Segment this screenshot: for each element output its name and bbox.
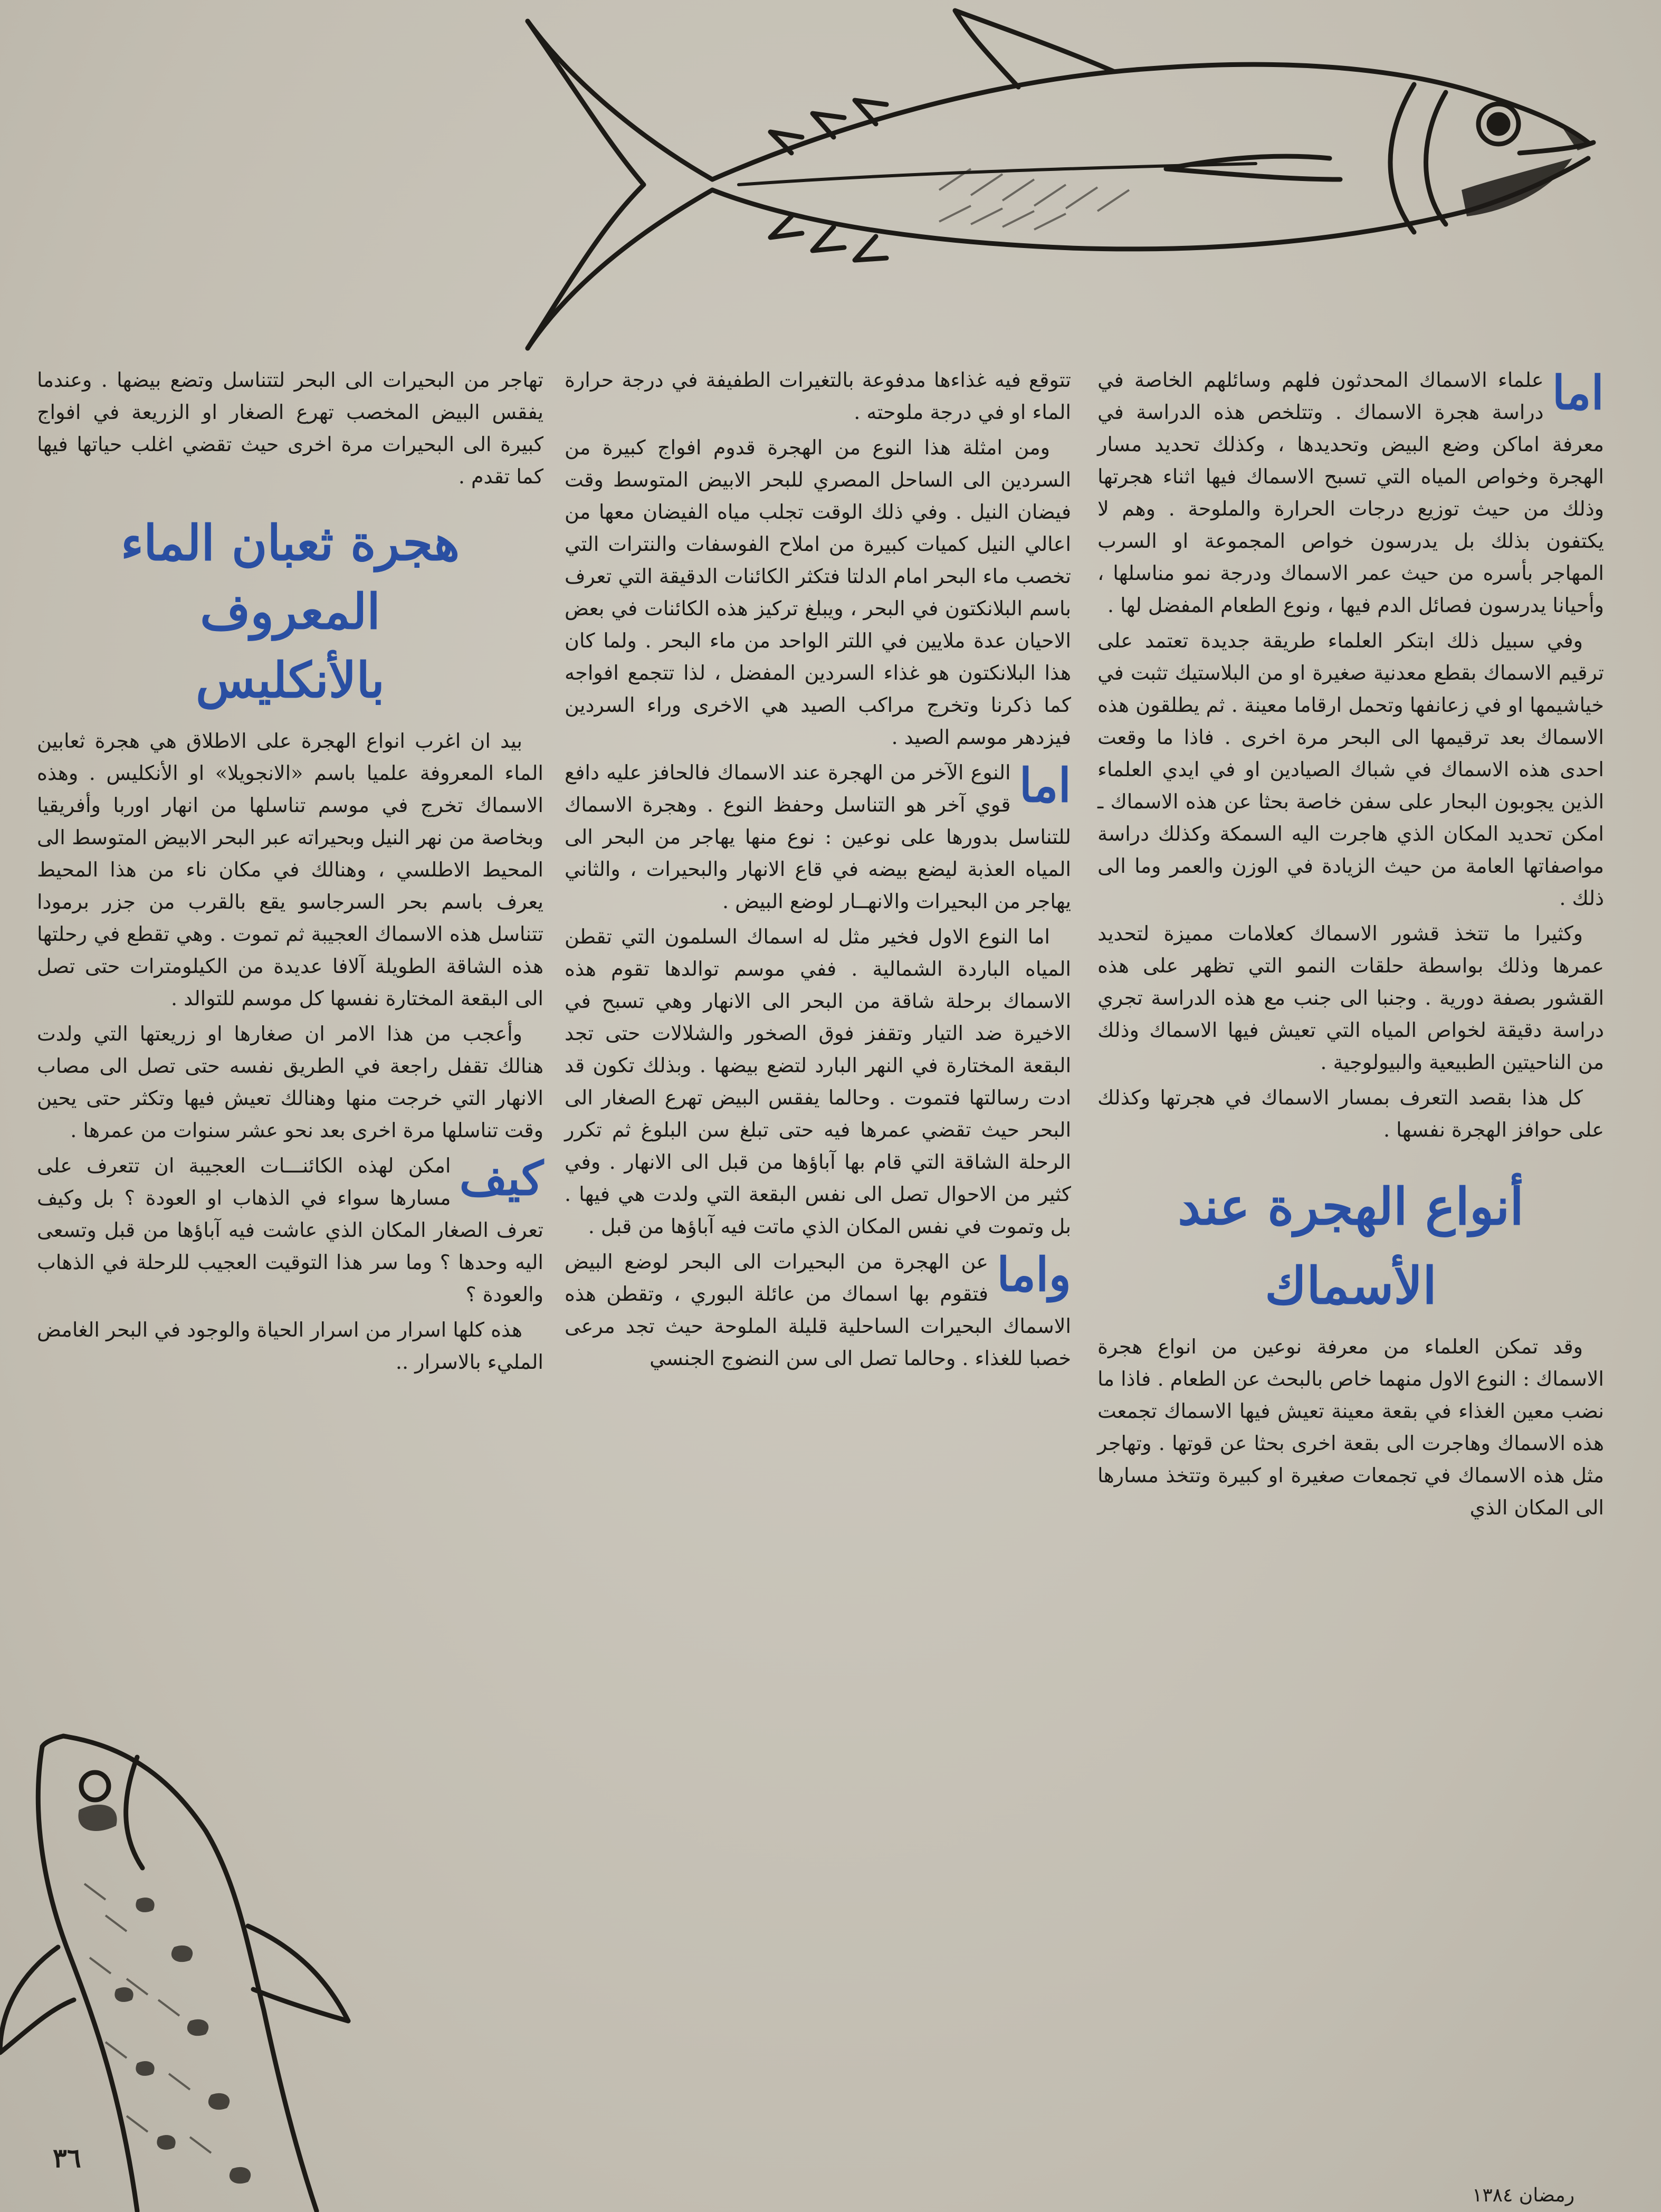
section-heading: أنواع الهجرة عند الأسماك xyxy=(1178,1177,1524,1315)
paragraph: تتوقع فيه غذاءها مدفوعة بالتغيرات الطفيفة في درجة حرارة الماء او في درجة ملوحته . xyxy=(565,368,1071,424)
section-heading-line-2: بالأنكليس xyxy=(195,652,385,709)
paragraph: كل هذا بقصد التعرف بمسار الاسماك في هجرتها وكذلك على حوافز الهجرة نفسها . xyxy=(1097,1086,1604,1141)
paragraph: بيد ان اغرب انواع الهجرة على الاطلاق هي هجرة ثعابين الماء المعروفة علميا باسم «الانجويلا» او الأنكليس . وهذه الاسماك تخرج في موسم تناسلها من انهار اوربا وأفريقيا وبخاصة من نهر النيل وبحيراته عبر البحر الابيض المتوسط الى المحيط الاطلسي ، وهنالك في مكان ناء من هذا المحيط يعرف باسم بحر السرجاسو يقع بالقرب من جزر برمودا تتناسل هذه الاسماك العجيبة ثم تموت . وهي تقطع في رحلتها هذه الشاقة الطويلة آلافا عديدة من الكيلومترات حتى تصل الى البقعة المختارة نفسها كل موسم للتوالد . xyxy=(37,729,543,1010)
paragraph: النوع الآخر من الهجرة عند الاسماك فالحافز عليه دافع قوي آخر هو التناسل وحفظ النوع . وهجرة الاسماك للتناسل بدورها على نوعين : نوع منها يهاجر من البحر الى المياه العذبة ليضع بيضه في قاع الانهار والبحيرات ، والثاني يهاجر من البحيرات والانهــار لوضع البيض . xyxy=(565,761,1071,913)
paragraph: وكثيرا ما تتخذ قشور الاسماك كعلامات مميزة لتحديد عمرها وذلك بواسطة حلقات النمو التي تظهر على هذه القشور بصفة دورية . وجنبا الى جنب مع هذه الدراسة تجري دراسة دقيقة لخواص المياه التي تعيش فيها الاسماك وذلك من الناحيتين الطبيعية والبيولوجية . xyxy=(1097,922,1604,1074)
paragraph: اما النوع الاول فخير مثل له اسماك السلمون التي تقطن المياه الباردة الشمالية . ففي موسم توالدها تقوم هذه الاسماك برحلة شاقة من البحر الى الانهار وهي تسبح في الاخيرة ضد التيار وتقفز فوق الصخور والشلالات حتى تجد البقعة المختارة في النهر البارد لتضع بيضها . وبذلك تكون قد ادت رسالتها فتموت . وحالما يفقس البيض تهرع الصغار الى البحر حيث تقضي عمرها فيه حتى تبلغ سن البلوغ ثم تكرر الرحلة الشاقة التي قام بها آباؤها من قبل الى الانهار . وفي كثير من الاحوال تصل الى نفس البقعة التي ولدت هي فيها . بل وتموت في نفس المكان الذي ماتت فيه آباؤها من قبل . xyxy=(565,925,1071,1238)
paragraph: تهاجر من البحيرات الى البحر لتتناسل وتضع بيضها . وعندما يفقس البيض المخصب تهرع الصغار او الزريعة في افواج كبيرة الى البحيرات مرة اخرى حيث تقضي اغلب حياتها فيها كما تقدم . xyxy=(37,368,543,488)
paragraph: وأعجب من هذا الامر ان صغارها او زريعتها التي ولدت هنالك تقفل راجعة في الطريق نفسه حتى تصل الى مصاب الانهار التي خرجت منها وهنالك تعيش فيها وتكثر حتى يحين وقت تناسلها مرة اخرى بعد نحو عشر سنوات من عمرها . xyxy=(37,1022,543,1142)
paragraph: هذه كلها اسرار من اسرار الحياة والوجود في البحر الغامض المليء بالاسرار .. xyxy=(37,1318,543,1374)
article-column-right xyxy=(1097,364,1604,1527)
article-column-left xyxy=(37,364,543,1381)
paragraph: عن الهجرة من البحيرات الى البحر لوضع البيض فتقوم بها اسماك من عائلة البوري ، وتقطن هذه الاسماك البحيرات الساحلية قليلة الملوحة حيث تجد مرعى خصبا للغذاء . وحالما تصل الى سن النضوج الجنسي xyxy=(565,1250,1071,1370)
drop-initial: اما xyxy=(1552,365,1604,420)
article-column-middle xyxy=(565,364,1071,1378)
leaping-fish-illustration xyxy=(0,1725,380,2212)
drop-initial: كيف xyxy=(459,1151,543,1206)
paragraph: وقد تمكن العلماء من معرفة نوعين من انواع هجرة الاسماك : النوع الاول منهما خاص بالبحث عن الطعام . فاذا ما نضب معين الغذاء في بقعة معينة تعيش فيها الاسماك تجمعت هذه الاسماك وهاجرت الى بقعة اخرى بحثا عن قوتها . وتهاجر مثل هذه الاسماك في تجمعات صغيرة او كبيرة وتتخذ مسارها الى المكان الذي xyxy=(1097,1335,1604,1519)
drop-initial: اما xyxy=(1019,758,1071,813)
paragraph: علماء الاسماك المحدثون فلهم وسائلهم الخاصة في دراسة هجرة الاسماك . وتتلخص هذه الدراسة في معرفة اماكن وضع البيض وتحديدها ، وكذلك تحديد مسار الهجرة وخواص المياه التي تسبح الاسماك فيها اثناء هجرتها وذلك من حيث توزيع درجات الحرارة والملوحة . وهم لا يكتفون بذلك بل يدرسون خواص المجموعة او السرب المهاجر بأسره من حيث عمر الاسماك ودرجة نمو مناسلها ، وأحيانا يدرسون فصائل الدم فيها ، ونوع الطعام المفضل لها . xyxy=(1097,368,1604,617)
paragraph: امكن لهذه الكائنـــات العجيبة ان تتعرف على مسارها سواء في الذهاب او العودة ؟ بل وكيف تعرف الصغار المكان الذي عاشت فيه آباؤها من قبل وتسعى اليه وحدها ؟ وما سر هذا التوقيت العجيب للرحلة في الذهاب والعودة ؟ xyxy=(37,1154,543,1306)
paragraph: ومن امثلة هذا النوع من الهجرة قدوم افواج كبيرة من السردين الى الساحل المصري للبحر الابيض المتوسط وقت فيضان النيل . وفي ذلك الوقت تجلب مياه الفيضان معها من اعالي النيل كميات كبيرة من املاح الفوسفات والنترات التي تخصب ماء البحر امام الدلتا فتكثر الكائنات الدقيقة التي تعرف باسم البلانكتون في البحر ، ويبلغ تركيز هذه الكائنات في بعض الاحيان عدة ملايين في اللتر الواحد من ماء البحر . ولما كان هذا البلانكتون هو غذاء السردين المفضل ، لذا تتجمع افواجه كما ذكرنا وتخرج مراكب الصيد هي الاخرى وراء السردين فيزدهر موسم الصيد . xyxy=(565,436,1071,749)
paragraph: وفي سبيل ذلك ابتكر العلماء طريقة جديدة تعتمد على ترقيم الاسماك بقطع معدنية صغيرة او من البلاستيك تثبت في خياشيمها او في زعانفها وتحمل ارقاما معينة . ثم يطلقون هذه الاسماك بعد ترقيمها الى البحر مرة اخرى . فاذا ما وقعت احدى هذه الاسماك في شباك الصيادين او في ايدي العلماء الذين يجوبون البحار على سفن خاصة بحثا عن هذه الاسماك ـ امكن تحديد المكان الذي هاجرت اليه السمكة وكذلك دراسة مواصفاتها العامة من حيث الزيادة في الوزن والعمر وما الى ذلك . xyxy=(1097,629,1604,910)
section-heading-line-1: هجرة ثعبان الماء المعروف xyxy=(120,514,460,640)
drop-initial: واما xyxy=(997,1247,1071,1302)
tuna-fish-illustration xyxy=(464,0,1620,364)
section-heading xyxy=(37,509,543,714)
page-number: ٣٦ xyxy=(53,2142,81,2173)
issue-date: رمضان ١٣٨٤ xyxy=(1472,2185,1575,2206)
